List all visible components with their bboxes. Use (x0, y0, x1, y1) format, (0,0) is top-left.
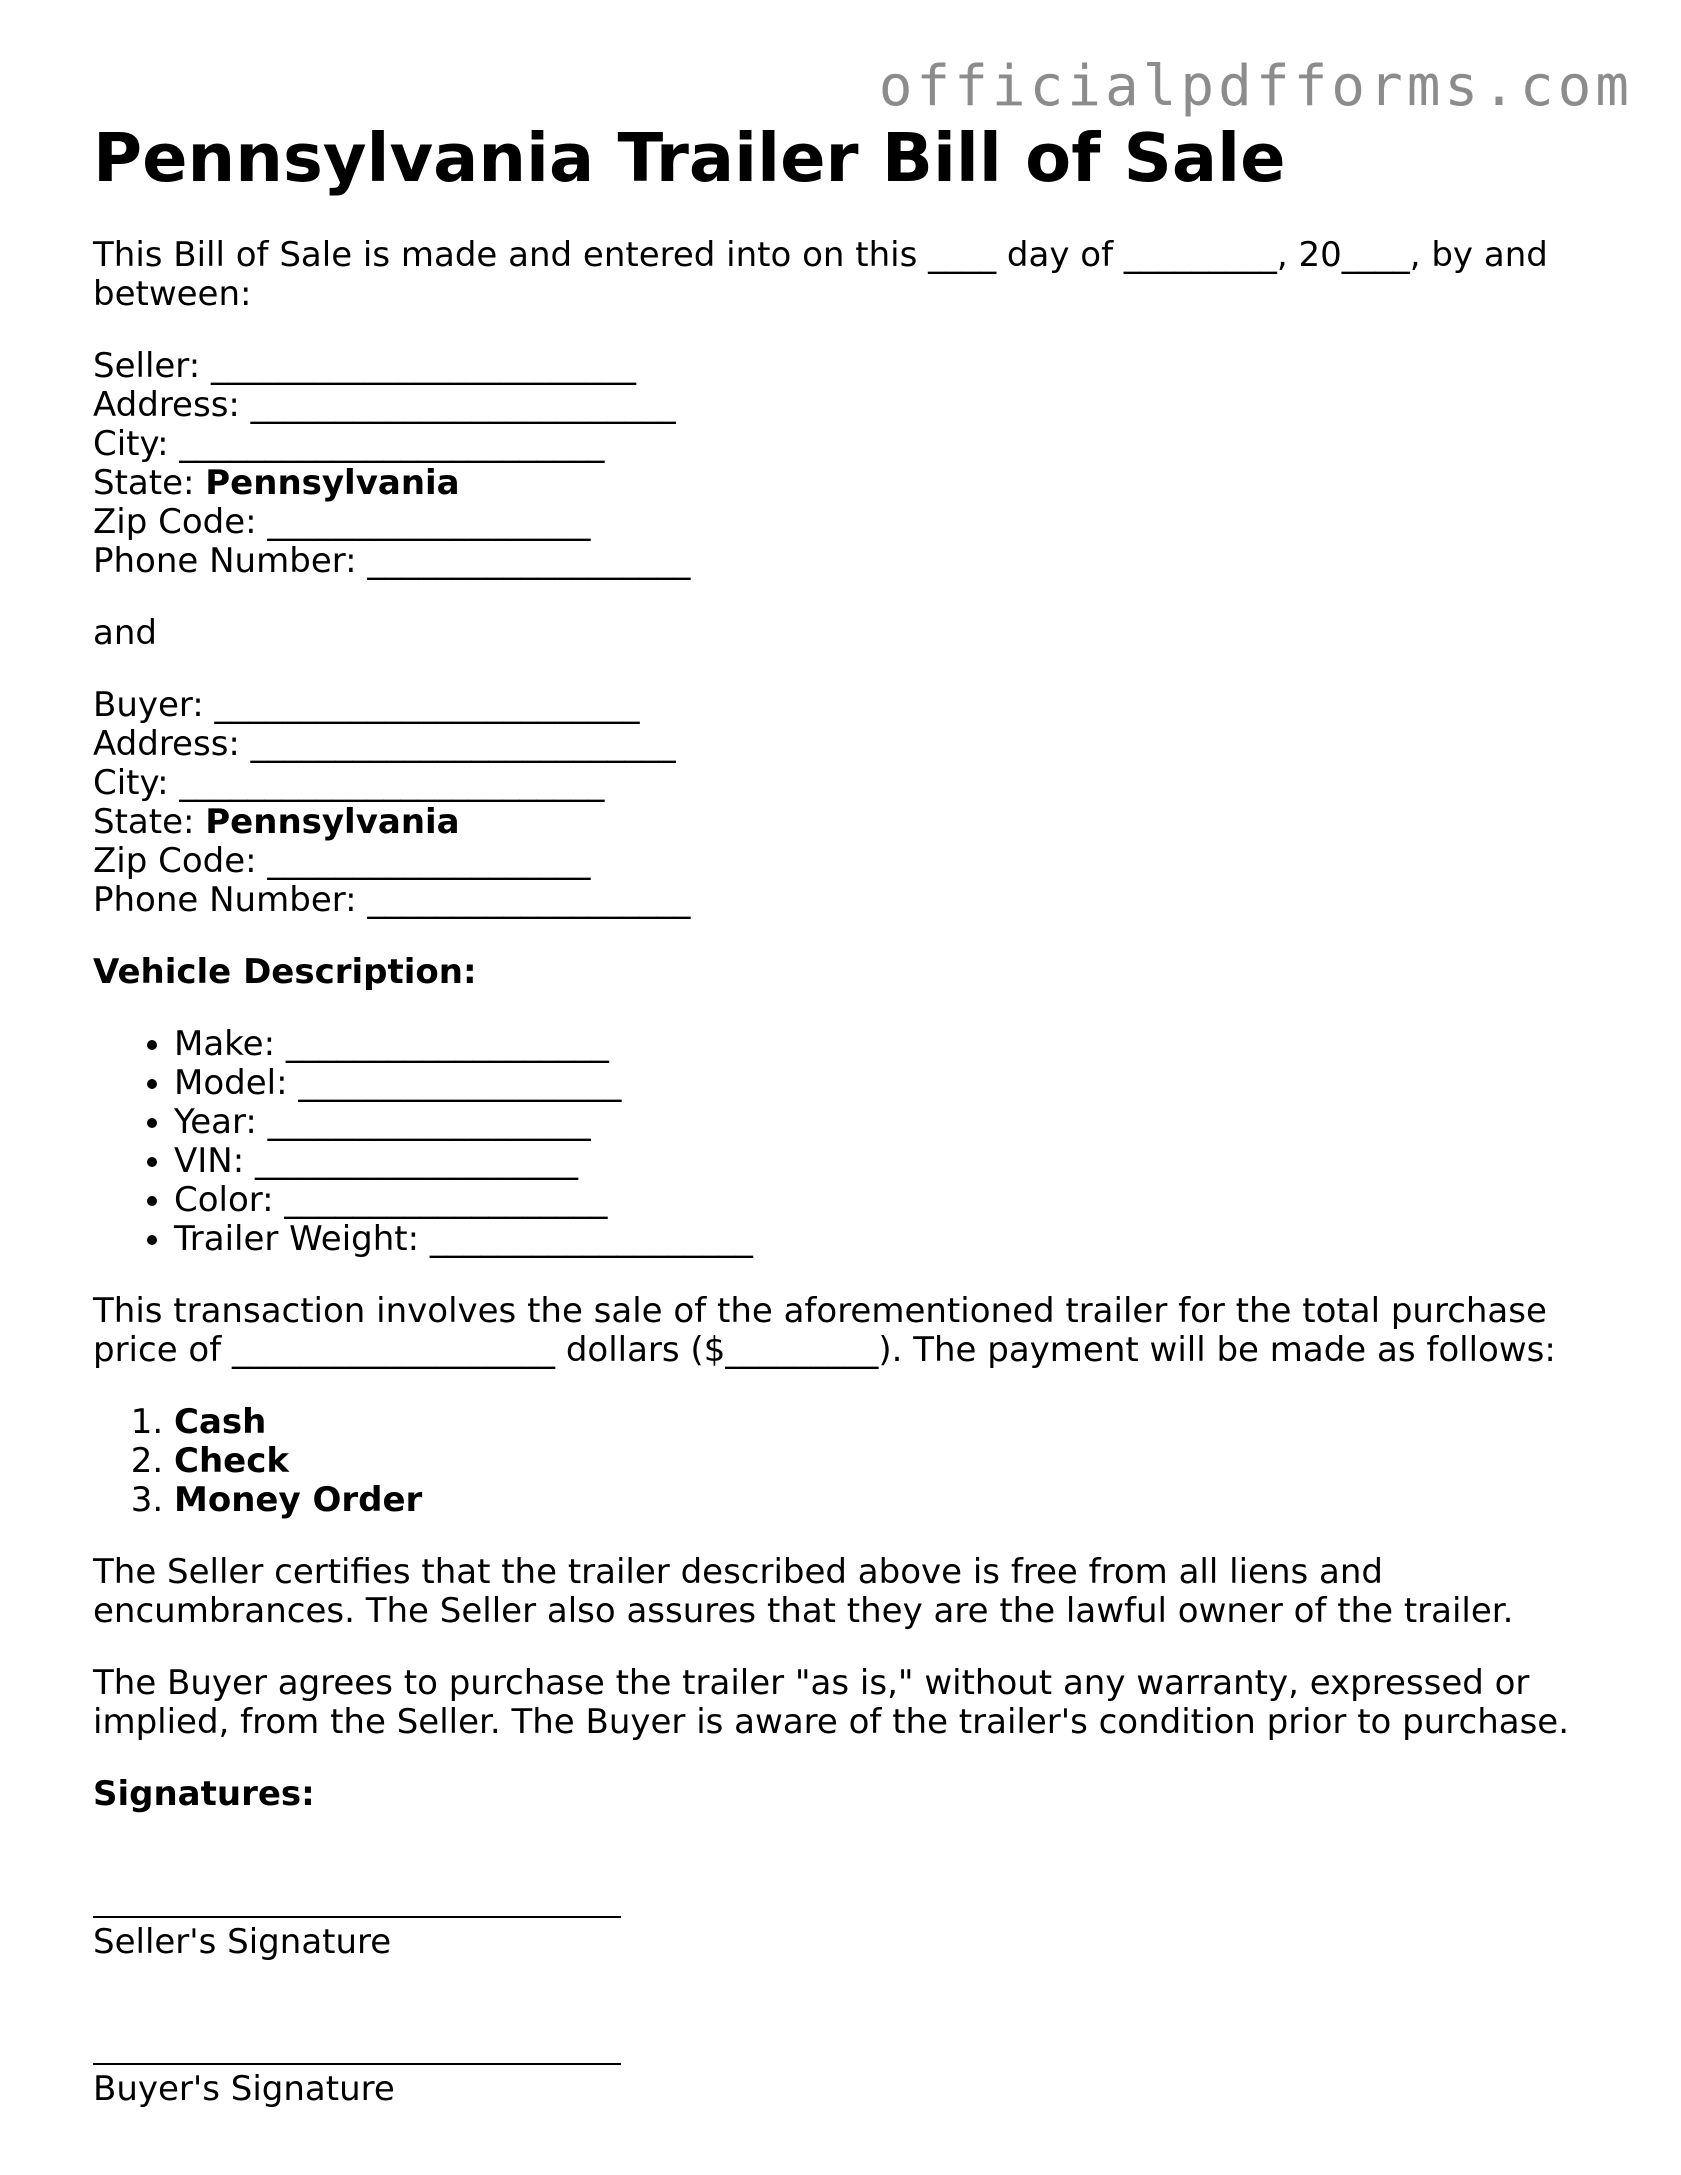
buyer-state-value: Pennsylvania (205, 802, 460, 842)
payment-method-item (174, 1481, 1593, 1520)
vehicle-color-field[interactable]: • Color: ___________________ (174, 1181, 1593, 1220)
seller-block (93, 347, 1593, 581)
seller-name-field[interactable]: Seller: _________________________ (93, 346, 636, 386)
buyer-city-field[interactable]: City: _________________________ (93, 763, 605, 803)
buyer-zip-field[interactable]: Zip Code: ___________________ (93, 841, 591, 881)
seller-address-field[interactable]: Address: _________________________ (93, 385, 676, 425)
vehicle-model-field[interactable]: • Model: ___________________ (174, 1064, 1593, 1103)
vehicle-make-field[interactable]: • Make: ___________________ (174, 1025, 1593, 1064)
payment-cash: Cash (174, 1402, 267, 1442)
page-title: Pennsylvania Trailer Bill of Sale (93, 119, 1286, 197)
payment-method-item (174, 1442, 1593, 1481)
certify-paragraph: The Seller certifies that the trailer described above is free from all liens and encumbrances. The Seller also assures that they are the lawful owner of the trailer. (93, 1552, 1514, 1631)
as-is-paragraph: The Buyer agrees to purchase the trailer "as is," without any warranty, expressed or implied, from the Seller. The Buyer is aware of the trailer's condition prior to purchase. (93, 1663, 1570, 1742)
payment-money-order: Money Order (174, 1480, 423, 1520)
and-text: and (93, 613, 157, 653)
vehicle-heading (93, 953, 1593, 992)
seller-state-line (93, 464, 1593, 503)
seller-state-label: State: (93, 463, 206, 503)
seller-state-value: Pennsylvania (205, 463, 460, 503)
vehicle-weight-field[interactable]: • Trailer Weight: ___________________ (174, 1220, 1593, 1259)
buyer-state-line (93, 803, 1593, 842)
vehicle-vin-field[interactable]: • VIN: ___________________ (174, 1142, 1593, 1181)
payment-check: Check (174, 1441, 289, 1481)
vehicle-year-field[interactable]: • Year: ___________________ (174, 1103, 1593, 1142)
vehicle-heading-text: Vehicle Description: (93, 952, 477, 992)
transaction-paragraph: This transaction involves the sale of the aforementioned trailer for the total purchase price of ___________________ dollars ($_________). The payment will be made as follows: (93, 1291, 1556, 1370)
buyer-name-field[interactable]: Buyer: _________________________ (93, 685, 640, 725)
seller-city-field[interactable]: City: _________________________ (93, 424, 605, 464)
buyer-block (93, 686, 1593, 920)
signatures-heading (93, 1775, 1593, 1814)
buyer-signature-label: Buyer's Signature (93, 2069, 395, 2109)
payment-method-list (93, 1403, 1593, 1520)
vehicle-list (93, 1025, 1593, 1259)
intro-paragraph: This Bill of Sale is made and entered into on this ____ day of _________, 20____, by and between: (93, 235, 1548, 314)
seller-signature-line[interactable] (93, 1886, 621, 1918)
signatures-heading-text: Signatures: (93, 1774, 315, 1814)
seller-signature-block (93, 1886, 1593, 1962)
buyer-phone-field[interactable]: Phone Number: ___________________ (93, 880, 691, 920)
document-page (93, 118, 1593, 2109)
watermark: officialpdfforms.com (878, 54, 1633, 119)
seller-phone-field[interactable]: Phone Number: ___________________ (93, 541, 691, 581)
buyer-address-field[interactable]: Address: _________________________ (93, 724, 676, 764)
payment-method-item (174, 1403, 1593, 1442)
buyer-signature-line[interactable] (93, 2033, 621, 2065)
buyer-signature-block (93, 2033, 1593, 2109)
seller-zip-field[interactable]: Zip Code: ___________________ (93, 502, 591, 542)
seller-signature-label: Seller's Signature (93, 1922, 392, 1962)
buyer-state-label: State: (93, 802, 206, 842)
